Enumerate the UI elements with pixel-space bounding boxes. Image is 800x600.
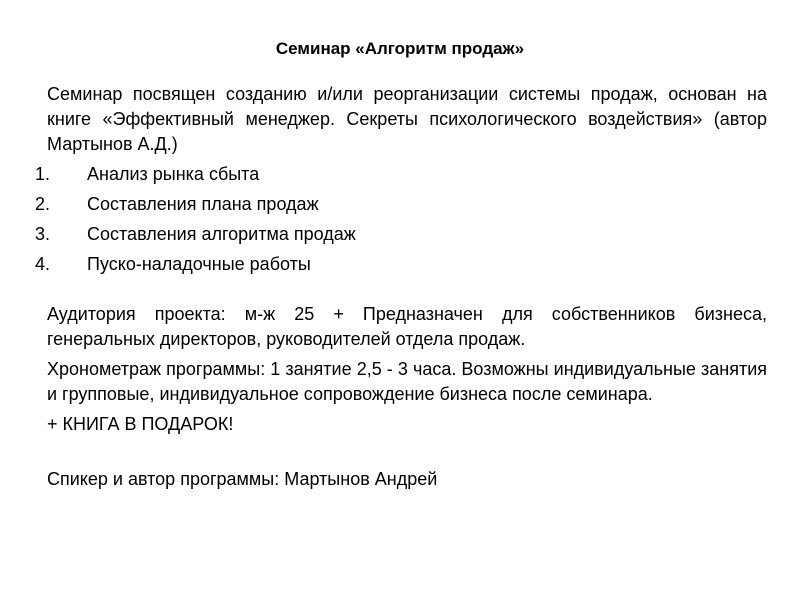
list-item-text: Анализ рынка сбыта <box>87 164 260 184</box>
topics-list <box>35 162 767 282</box>
list-item-text: Пуско-наладочные работы <box>87 254 311 274</box>
list-item-text: Составления алгоритма продаж <box>87 224 356 244</box>
list-item-number: 4. <box>35 254 51 274</box>
gift-line: + КНИГА В ПОДАРОК! <box>47 414 234 434</box>
audience-paragraph: Аудитория проекта: м-ж 25 + Предназначен для собственников бизнеса, генеральных директоров, руководителей отдела продаж. <box>47 304 767 349</box>
list-item-number: 2. <box>35 194 51 214</box>
spacer <box>47 282 767 302</box>
slide-content <box>35 82 767 492</box>
list-item-text: Составления плана продаж <box>87 194 319 214</box>
list-item <box>35 222 767 252</box>
list-item <box>35 192 767 222</box>
list-item-number: 1. <box>35 164 51 184</box>
duration-paragraph: Хронометраж программы: 1 занятие 2,5 - 3 часа. Возможны индивидуальные занятия и групповые, индивидуальное сопровождение бизнеса после семинара. <box>47 359 767 404</box>
list-item <box>35 162 767 192</box>
intro-paragraph: Семинар посвящен созданию и/или реорганизации системы продаж, основан на книге «Эффективный менеджер. Секреты психологического воздействия» (автор Мартынов А.Д.) <box>47 84 767 154</box>
list-item <box>35 252 767 282</box>
list-item-number: 3. <box>35 224 51 244</box>
slide-title: Семинар «Алгоритм продаж» <box>275 39 525 58</box>
speaker-line: Спикер и автор программы: Мартынов Андрей <box>47 469 438 489</box>
